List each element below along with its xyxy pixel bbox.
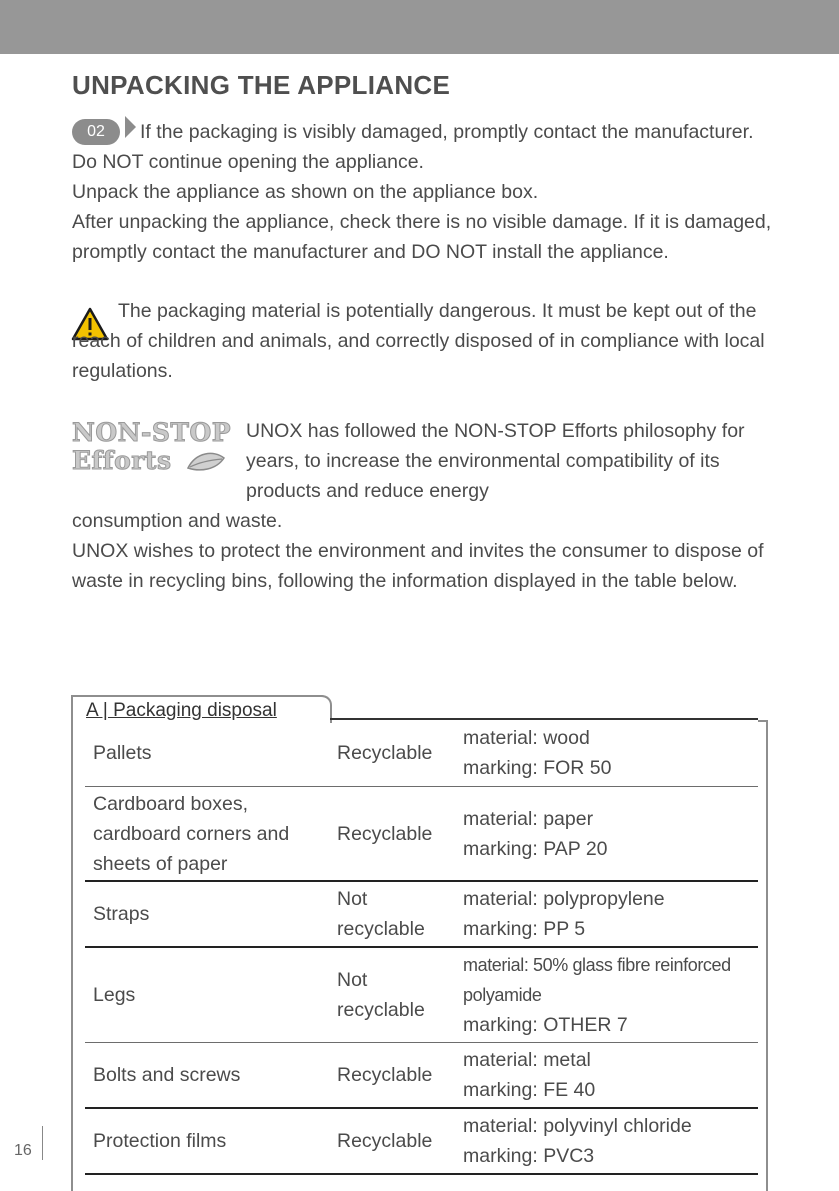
item-cell: Straps bbox=[93, 903, 150, 925]
step-badge: 02 bbox=[72, 119, 120, 145]
eco-text-b: consumption and waste. bbox=[72, 510, 283, 532]
material-text: material: wood bbox=[463, 727, 590, 749]
intro-block bbox=[72, 116, 772, 267]
table-label: A | Packaging disposal bbox=[86, 700, 277, 721]
table-frame-corner bbox=[758, 720, 768, 722]
material-text: material: metal bbox=[463, 1049, 591, 1071]
material-text: material: paper bbox=[463, 807, 594, 830]
item-cell: Cardboard boxes, cardboard corners and sheets of paper bbox=[93, 792, 290, 875]
intro-text-2: Unpack the appliance as shown on the appliance box. bbox=[72, 181, 539, 203]
page-number: 16 bbox=[14, 1142, 32, 1159]
marking-text: marking: PP 5 bbox=[463, 918, 586, 940]
status-cell: Recyclable bbox=[337, 1064, 433, 1086]
table-frame-right bbox=[766, 720, 768, 1191]
table-row bbox=[85, 787, 758, 882]
warning-text: The packaging material is potentially dangerous. It must be kept out of the reach of children and animals, and correctly disposed of in compliance with local regulations. bbox=[72, 300, 765, 382]
material-cell bbox=[455, 723, 758, 783]
marking-text: marking: PVC3 bbox=[463, 1145, 595, 1167]
leaf-icon bbox=[186, 450, 226, 472]
material-cell bbox=[455, 1111, 758, 1171]
packaging-disposal-table bbox=[85, 720, 758, 1175]
status-cell: Not recyclable bbox=[337, 969, 425, 1021]
eco-text-a: UNOX has followed the NON-STOP Efforts philosophy for years, to increase the environmental compatibility of its products and reduce energy bbox=[246, 420, 745, 502]
marking-text: marking: PAP 20 bbox=[463, 837, 608, 860]
marking-text: marking: OTHER 7 bbox=[463, 1014, 628, 1036]
eco-block bbox=[72, 506, 772, 596]
logo-line-1: NON-STOP bbox=[72, 418, 232, 447]
material-text: material: 50% glass fibre reinforced polyamide bbox=[463, 955, 731, 1005]
table-row bbox=[85, 948, 758, 1043]
table-row bbox=[85, 720, 758, 787]
material-text: material: polyvinyl chloride bbox=[463, 1115, 692, 1137]
table-row bbox=[85, 1043, 758, 1109]
intro-text-3: After unpacking the appliance, check there is no visible damage. If it is damaged, promptly contact the manufacturer and DO NOT install the appliance. bbox=[72, 211, 772, 263]
status-cell: Recyclable bbox=[337, 1130, 433, 1152]
page-title: UNPACKING THE APPLIANCE bbox=[72, 70, 451, 100]
item-cell: Legs bbox=[93, 984, 136, 1006]
top-header-bar bbox=[0, 0, 839, 54]
table-row bbox=[85, 1109, 758, 1175]
status-cell: Recyclable bbox=[337, 822, 433, 845]
intro-text-1: If the packaging is visibly damaged, promptly contact the manufacturer. Do NOT continue opening the appliance. bbox=[72, 121, 754, 173]
material-cell bbox=[455, 950, 758, 1040]
non-stop-efforts-logo bbox=[72, 418, 234, 480]
material-cell bbox=[455, 1045, 758, 1105]
marking-text: marking: FE 40 bbox=[463, 1079, 596, 1101]
status-cell: Not recyclable bbox=[337, 888, 425, 940]
material-text: material: polypropylene bbox=[463, 888, 665, 910]
material-cell bbox=[455, 884, 758, 944]
step-arrow-icon bbox=[125, 116, 136, 138]
eco-text-c: UNOX wishes to protect the environment and invites the consumer to dispose of waste in recycling bins, following the information displayed in the table below. bbox=[72, 540, 764, 592]
status-cell: Recyclable bbox=[337, 742, 433, 764]
page-number-divider bbox=[42, 1126, 43, 1160]
item-cell: Pallets bbox=[93, 742, 152, 764]
item-cell: Bolts and screws bbox=[93, 1064, 241, 1086]
table-row bbox=[85, 882, 758, 948]
marking-text: marking: FOR 50 bbox=[463, 757, 612, 779]
table-frame-left bbox=[71, 720, 73, 1191]
item-cell: Protection films bbox=[93, 1130, 227, 1152]
logo-line-2: Efforts bbox=[72, 446, 172, 475]
material-cell bbox=[455, 804, 758, 864]
